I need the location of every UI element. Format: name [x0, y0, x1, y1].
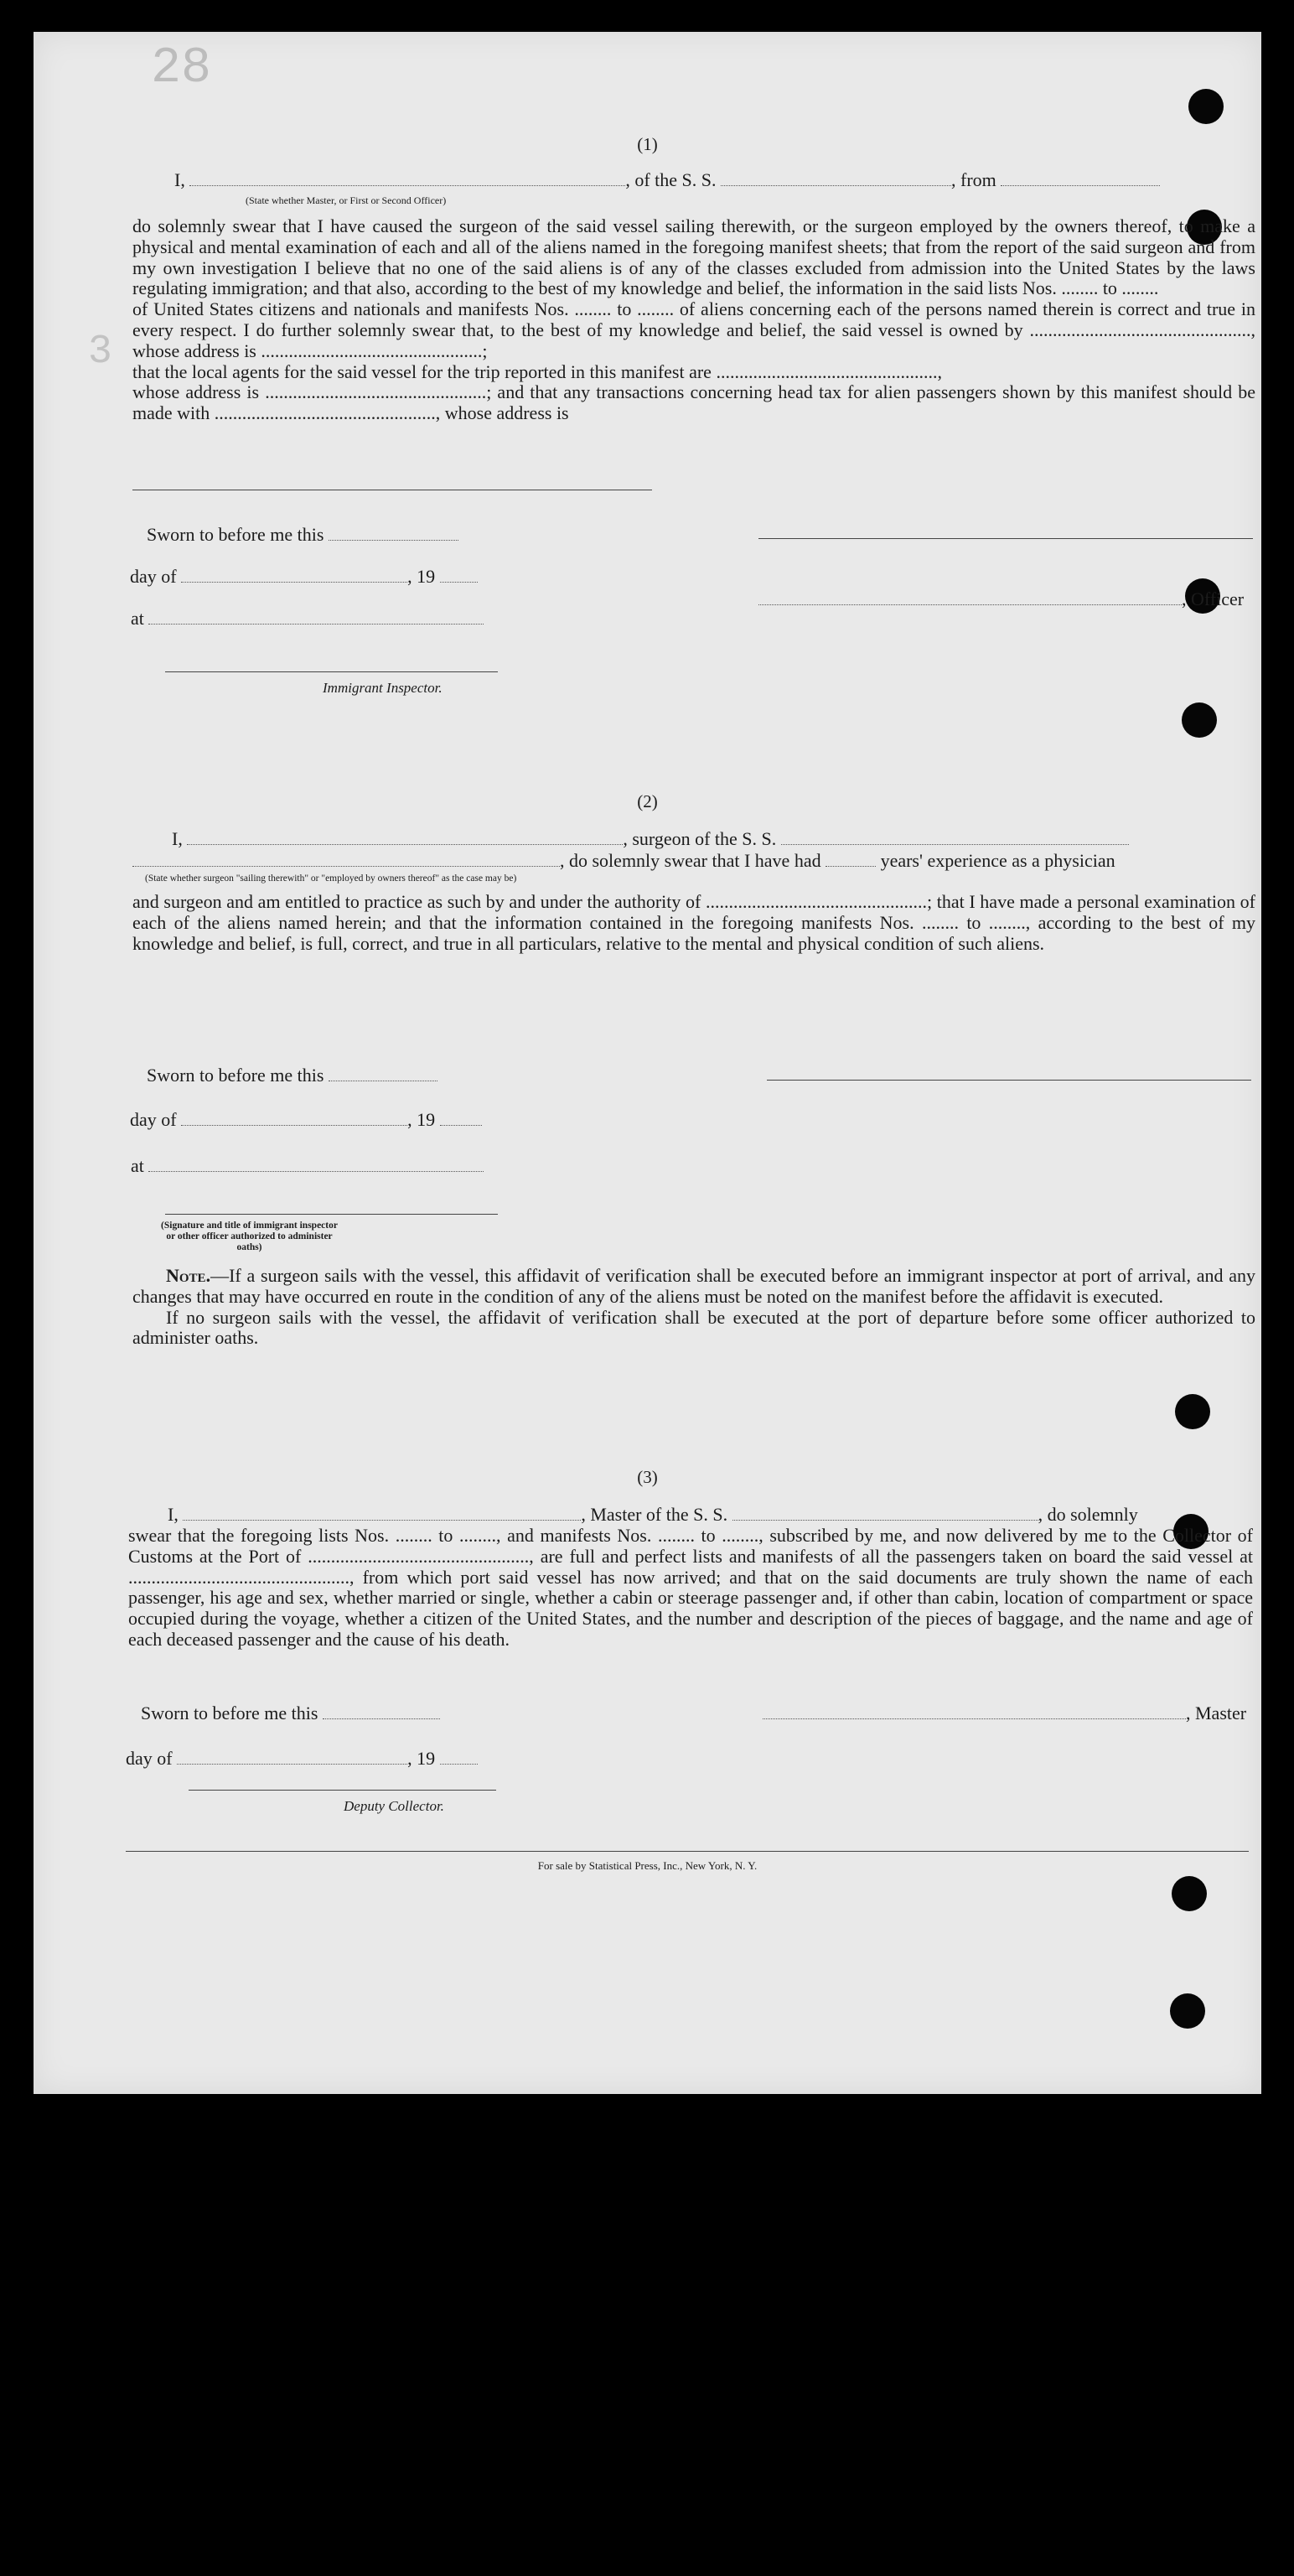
punch-hole: [1170, 1993, 1205, 2029]
master-line: [763, 1703, 1246, 1724]
note-text-1: —If a surgeon sails with the vessel, this affidavit of verification shall be executed before an immigrant inspector at port of arrival, and any changes that may have occurred en route in the condition of any of the aliens must be noted on the manifest before the affidavit is executed.: [132, 1265, 1255, 1307]
section-number: (3): [637, 1467, 658, 1487]
vessel-field[interactable]: [721, 170, 951, 186]
affidavit-2-first-line: [172, 828, 1253, 850]
sworn-day-field[interactable]: [323, 1703, 440, 1719]
affidavit-1-para-4: whose address is ................................................; and that any transactions concerning head tax for alien passengers shown by this manifest should be made with ................................................, whose address is: [132, 381, 1255, 424]
affidavit-3-text: swear that the foregoing lists Nos. ........ to ........, and manifests Nos. ........ to ........, subscribed by me, and now delivered by me to the Collector of Customs at the Port of ................................................, are full and perfect lists and manifests of all the passengers taken on board the said vessel at ................................................, from which port said vessel has now arrived; and that on the said documents are truly shown the name of each passenger, his age and sex, whether married or single, whether a cabin or steerage passenger and, if other than cabin, location of compartment or space occupied during the voyage, whether a citizen of the United States, and the number and description of the pieces of baggage, and the name and age of each deceased passenger and the cause of his death.: [128, 1525, 1253, 1650]
punch-hole: [1175, 1394, 1210, 1429]
affidavit-3-first-line: [168, 1504, 1254, 1526]
at-line: [131, 608, 484, 630]
sworn-label: Sworn to before me this: [147, 524, 324, 545]
punch-hole: [1172, 1876, 1207, 1911]
inspector-caption: Immigrant Inspector.: [323, 680, 443, 696]
surgeon-name-field[interactable]: [187, 829, 623, 845]
form-sheet: [34, 32, 1261, 2094]
officer-line: [758, 588, 1244, 610]
sworn-line: [147, 1065, 437, 1086]
affidavit-1-text: [132, 216, 1255, 424]
month-field[interactable]: [177, 1749, 407, 1765]
solemnly-label: , do solemnly: [1038, 1504, 1138, 1525]
surgeon-status-field[interactable]: [132, 851, 560, 867]
sworn-day-field[interactable]: [329, 1065, 437, 1081]
footer-rule: [126, 1851, 1249, 1852]
year-label: , 19: [407, 566, 436, 587]
year-label: , 19: [407, 1748, 436, 1769]
i-label: I,: [174, 169, 185, 190]
signature-caption: (Signature and title of immigrant inspector or other officer authorized to administer oaths): [161, 1221, 338, 1252]
day-of-label: day of: [126, 1748, 173, 1769]
month-field[interactable]: [181, 1110, 407, 1126]
day-of-line: [130, 1109, 482, 1131]
sworn-day-field[interactable]: [329, 525, 458, 541]
at-field[interactable]: [148, 1156, 484, 1172]
footer-text: For sale by Statistical Press, Inc., New York, N. Y.: [537, 1859, 758, 1872]
years-label: years' experience as a physician: [880, 850, 1115, 871]
at-label: at: [131, 608, 144, 629]
note-text: [132, 1266, 1255, 1349]
years-field[interactable]: [826, 851, 876, 867]
officer-signature-line[interactable]: [165, 1214, 498, 1215]
year-label: , 19: [407, 1109, 436, 1130]
note-label: Note.: [166, 1265, 211, 1286]
officer-field[interactable]: [758, 589, 1182, 605]
collector-caption: Deputy Collector.: [344, 1798, 444, 1814]
punch-hole: [1188, 89, 1224, 124]
at-line: [131, 1155, 484, 1177]
affidavit-1-first-line: [174, 169, 1255, 191]
master-caption: (State whether Master, or First or Second Officer): [246, 194, 447, 206]
note-text-2: If no surgeon sails with the vessel, the affidavit of verification shall be executed at the port of departure before some officer authorized to administer oaths.: [132, 1306, 1255, 1349]
i-label: I,: [168, 1504, 179, 1525]
day-of-line: [126, 1748, 478, 1770]
swear-label: , do solemnly swear that I have had: [560, 850, 821, 871]
surgeon-signature-line[interactable]: [767, 1080, 1251, 1081]
side-number-mark: 3: [88, 329, 112, 375]
surgeon-caption: (State whether surgeon "sailing therewith" or "employed by owners thereof" as the case may be): [145, 873, 517, 884]
sworn-line: [141, 1703, 440, 1724]
at-label: at: [131, 1155, 144, 1176]
from-port-field[interactable]: [1001, 170, 1160, 186]
section-number: (1): [637, 134, 658, 154]
sworn-line: [147, 524, 458, 546]
name-field[interactable]: [189, 170, 625, 186]
punch-hole: [1182, 702, 1217, 738]
affidavit-2-second-line: [132, 850, 1255, 872]
year-field[interactable]: [440, 1749, 478, 1765]
affidavit-1-para-2: of United States citizens and nationals and manifests Nos. ........ to ........ of aliens concerning each of the persons named therein is correct and true in every respect. I do further solemnly swear that, to the best of my knowledge and belief, the said vessel is owned by ................................................, whose address is ................................................;: [132, 298, 1255, 361]
year-field[interactable]: [440, 567, 478, 583]
master-name-field[interactable]: [183, 1505, 581, 1521]
master-of-label: , Master of the S. S.: [581, 1504, 728, 1525]
surgeon-of-label: , surgeon of the S. S.: [623, 828, 777, 849]
master-signature-field[interactable]: [763, 1703, 1186, 1719]
master-label: , Master: [1186, 1703, 1247, 1723]
of-ss-label: , of the S. S.: [625, 169, 717, 190]
collector-signature-line[interactable]: [189, 1790, 496, 1791]
i-label: I,: [172, 828, 183, 849]
year-field[interactable]: [440, 1110, 482, 1126]
from-label: , from: [951, 169, 996, 190]
section-number: (2): [637, 791, 658, 811]
inspector-signature-line[interactable]: [165, 671, 498, 672]
day-of-label: day of: [130, 566, 177, 587]
sworn-label: Sworn to before me this: [147, 1065, 324, 1086]
day-of-label: day of: [130, 1109, 177, 1130]
sworn-label: Sworn to before me this: [141, 1703, 318, 1723]
page-number-mark: 28: [151, 40, 212, 97]
affidavit-2-text: and surgeon and am entitled to practice as such by and under the authority of ................................................; that I have made a personal examination of each of the aliens named herein; and that the information contained in the foregoing manifests Nos. ........ to ........, according to the best of my knowledge and belief, is full, correct, and true in all particulars, relative to the mental and physical condition of such aliens.: [132, 891, 1255, 954]
affidavit-1-para-1: do solemnly swear that I have caused the surgeon of the said vessel sailing therewith, or the surgeon employed by the owners thereof, to make a physical and mental examination of each and all of the aliens named in the foregoing manifest sheets; that from the report of the said surgeon and from my own investigation I believe that no one of the said aliens is of any of the classes excluded from admission into the United States by the laws regulating immigration; and that also, according to the best of my knowledge and belief, the information in the said lists Nos. ........ to ........: [132, 215, 1255, 299]
master-signature-line[interactable]: [758, 538, 1253, 539]
month-field[interactable]: [181, 567, 407, 583]
officer-label: , Officer: [1182, 588, 1245, 609]
at-field[interactable]: [148, 609, 484, 625]
vessel-field[interactable]: [781, 829, 1129, 845]
vessel-field[interactable]: [732, 1505, 1038, 1521]
affidavit-1-para-3: that the local agents for the said vessel for the trip reported in this manifest are ................................................,: [132, 360, 942, 382]
day-of-line: [130, 566, 478, 588]
